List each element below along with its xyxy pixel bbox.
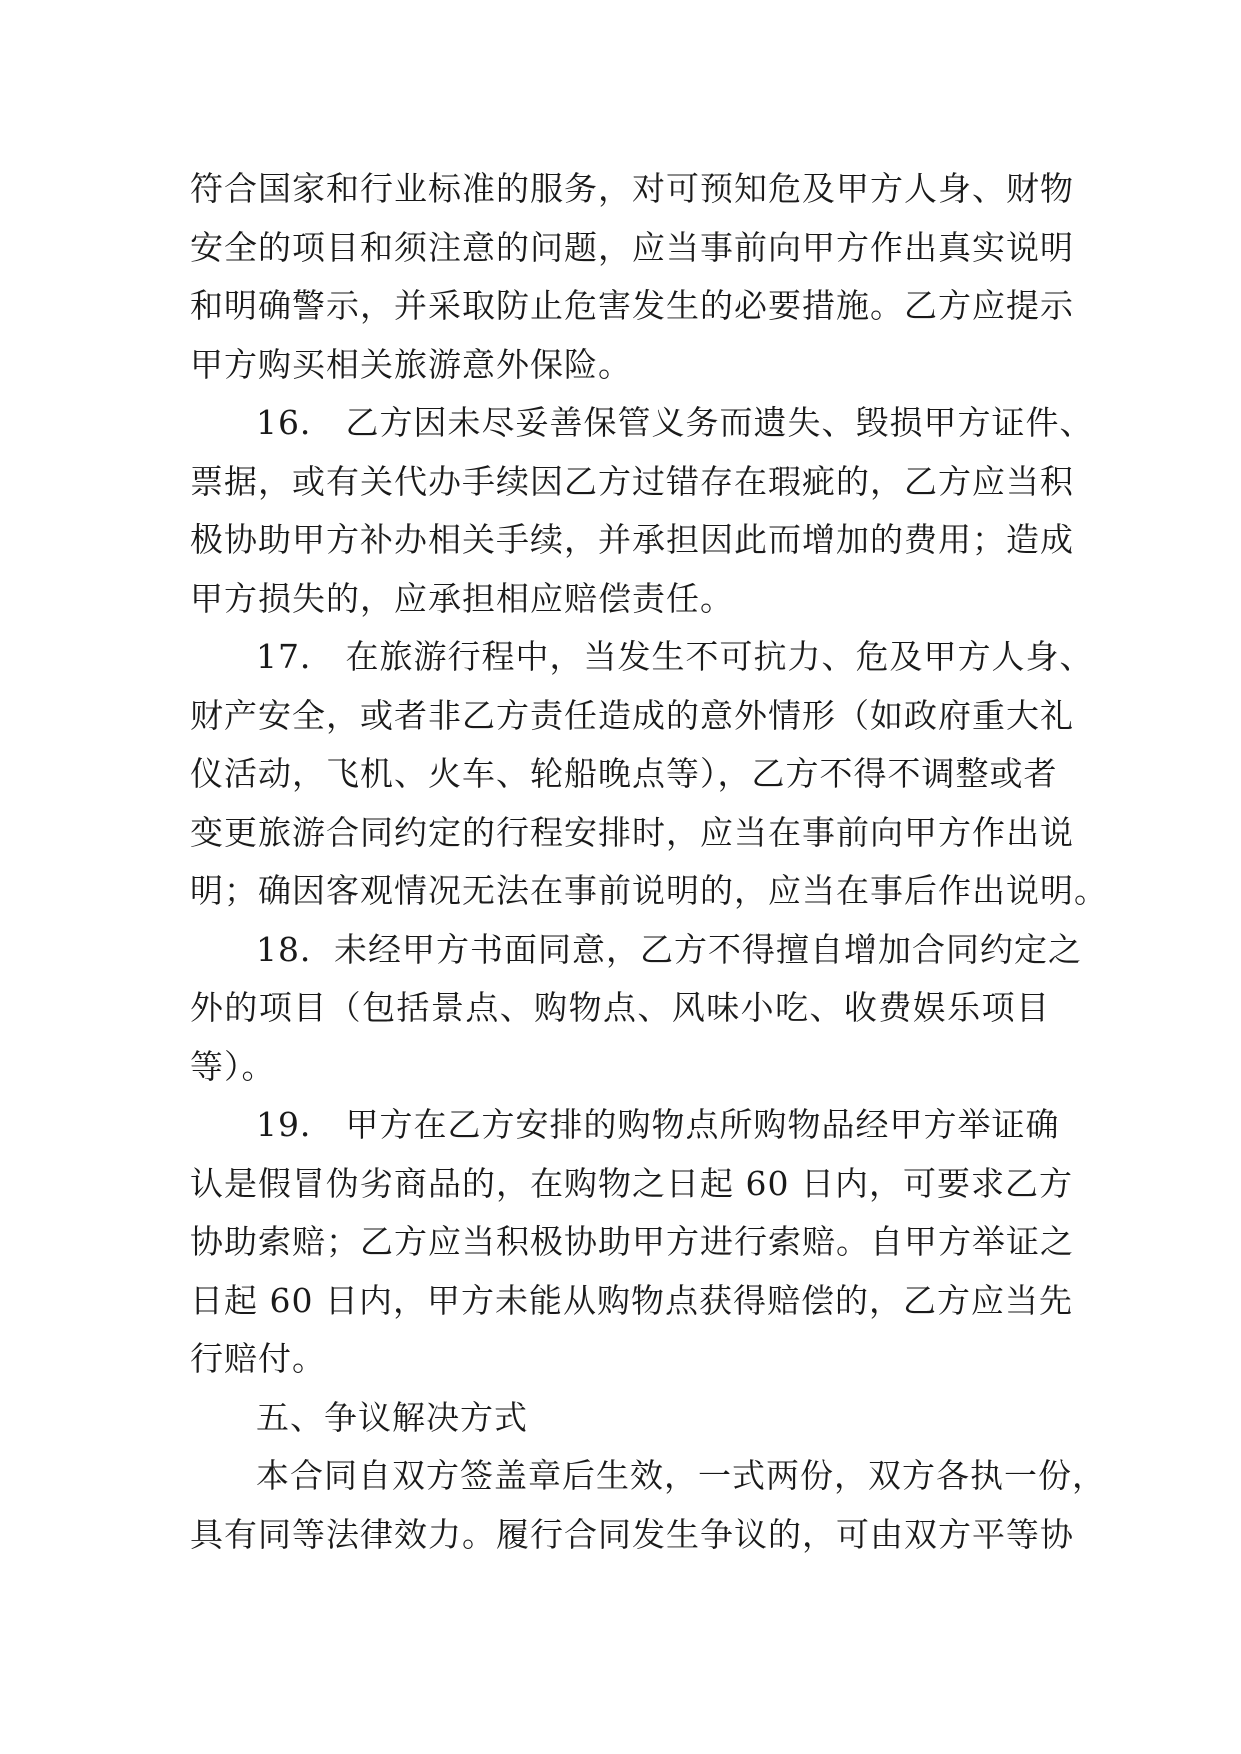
text-line: 符合国家和行业标准的服务，对可预知危及甲方人身、财物	[190, 169, 1074, 208]
text-line: 票据，或有关代办手续因乙方过错存在瑕疵的，乙方应当积	[190, 461, 1074, 501]
text-line: 明；确因客观情况无法在事前说明的，应当在事后作出说明。	[190, 871, 1108, 910]
text-line: 等）。	[190, 1046, 276, 1086]
text-line: 认是假冒伪劣商品的，在购物之日起 60 日内，可要求乙方	[190, 1163, 1073, 1203]
text-line: 具有同等法律效力。履行合同发生争议的，可由双方平等协	[190, 1514, 1074, 1554]
text-line: 外的项目（包括景点、购物点、风味小吃、收费娱乐项目	[190, 988, 1050, 1027]
text-line: 协助索赔；乙方应当积极协助甲方进行索赔。自甲方举证之	[190, 1222, 1074, 1261]
text-line: 极协助甲方补办相关手续，并承担因此而增加的费用；造成	[190, 520, 1074, 559]
text-line: 安全的项目和须注意的问题，应当事前向甲方作出真实说明	[190, 227, 1074, 267]
text-line: 五、争议解决方式	[256, 1397, 528, 1437]
text-line: 日起 60 日内，甲方未能从购物点获得赔偿的，乙方应当先	[190, 1280, 1073, 1320]
text-line: 行赔付。	[190, 1339, 326, 1378]
text-line: 本合同自双方签盖章后生效，一式两份，双方各执一份，	[256, 1456, 1106, 1495]
contract-text-body	[190, 160, 1108, 1564]
text-line: 财产安全，或者非乙方责任造成的意外情形（如政府重大礼	[190, 695, 1074, 735]
text-line: 18．未经甲方书面同意，乙方不得擅自增加合同约定之	[256, 929, 1082, 969]
text-line: 甲方购买相关旅游意外保险。	[190, 344, 632, 384]
text-line: 19． 甲方在乙方安排的购物点所购物品经甲方举证确	[256, 1105, 1060, 1144]
text-line: 仪活动，飞机、火车、轮船晚点等），乙方不得不调整或者	[190, 754, 1058, 793]
text-line: 甲方损失的，应承担相应赔偿责任。	[190, 578, 734, 618]
text-line: 变更旅游合同约定的行程安排时，应当在事前向甲方作出说	[190, 812, 1074, 852]
text-line: 17． 在旅游行程中，当发生不可抗力、危及甲方人身、	[256, 637, 1094, 676]
text-line: 和明确警示，并采取防止危害发生的必要措施。乙方应提示	[190, 286, 1074, 325]
text-line: 16． 乙方因未尽妥善保管义务而遗失、毁损甲方证件、	[256, 403, 1094, 442]
